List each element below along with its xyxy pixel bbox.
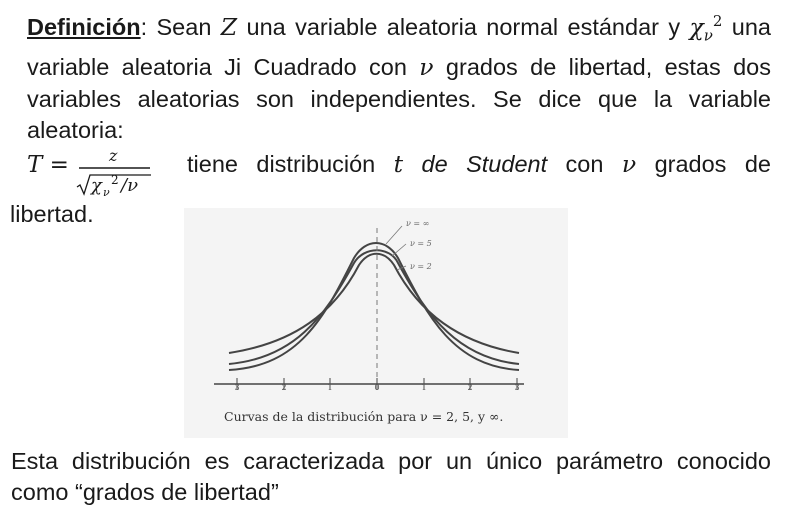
formula-text-3: con: [547, 151, 622, 177]
tick-label: 1: [421, 383, 427, 392]
tick-label: 3: [234, 383, 240, 392]
denominator-div: /ν: [121, 175, 139, 196]
definition-text-4: grados de libertad, estas dos variables aleatorias son independientes. Se dice que la variable aleatoria:: [27, 54, 771, 144]
definition-text-1: Sean: [147, 13, 221, 40]
t-formula: [27, 146, 177, 198]
closing-line-2: como “grados de libertad”: [11, 479, 279, 505]
formula-text-1: tiene distribución: [187, 151, 394, 177]
definition-colon: :: [140, 13, 148, 40]
curve-label-infinity: ν = ∞: [406, 219, 430, 228]
tick-label: 1: [327, 383, 333, 392]
formula-continuation: libertad.: [10, 201, 94, 227]
formula-nu: ν: [621, 150, 637, 178]
definition-label: Definición: [27, 13, 141, 40]
tick-label: 2: [281, 383, 287, 392]
chi-superscript: 2: [712, 12, 723, 30]
denominator-sub: ν: [103, 186, 110, 198]
formula-description: [187, 149, 771, 180]
tick-label: 2: [467, 383, 473, 392]
formula-line: [27, 146, 771, 198]
curve-label-5: ν = 5: [410, 239, 432, 248]
variable-z: Z: [220, 12, 238, 41]
formula-text-4: grados de: [636, 151, 771, 177]
figure-caption: Curvas de la distribución para ν = 2, 5, y ∞.: [224, 409, 504, 424]
tick-label: 0: [374, 383, 380, 392]
student-text: de Student: [421, 151, 548, 177]
curve-labels: [406, 219, 432, 271]
chi-subscript: ν: [703, 26, 713, 45]
t-distribution-figure: [184, 208, 568, 438]
chi-letter: χ: [689, 12, 704, 41]
tick-label: 3: [514, 383, 520, 392]
definition-text-2: una variable aleatoria normal estándar y: [237, 13, 681, 40]
chi-square-symbol: [689, 12, 723, 45]
definition-text-3: una variable aleatoria Ji Cuadrado con: [27, 13, 771, 81]
closing-line-1: Esta distribución es caracterizada por un único parámetro conocido: [11, 448, 771, 474]
formula-lhs: T =: [27, 152, 69, 178]
denominator-chi: χ: [91, 175, 102, 196]
curve-label-2: ν = 2: [410, 262, 432, 271]
closing-paragraph: [11, 446, 771, 508]
t-letter: t: [393, 150, 404, 178]
denominator-sup: 2: [111, 173, 119, 187]
definition-paragraph: [27, 6, 771, 147]
nu-symbol: ν: [419, 53, 434, 82]
formula-numerator: z: [109, 146, 118, 165]
